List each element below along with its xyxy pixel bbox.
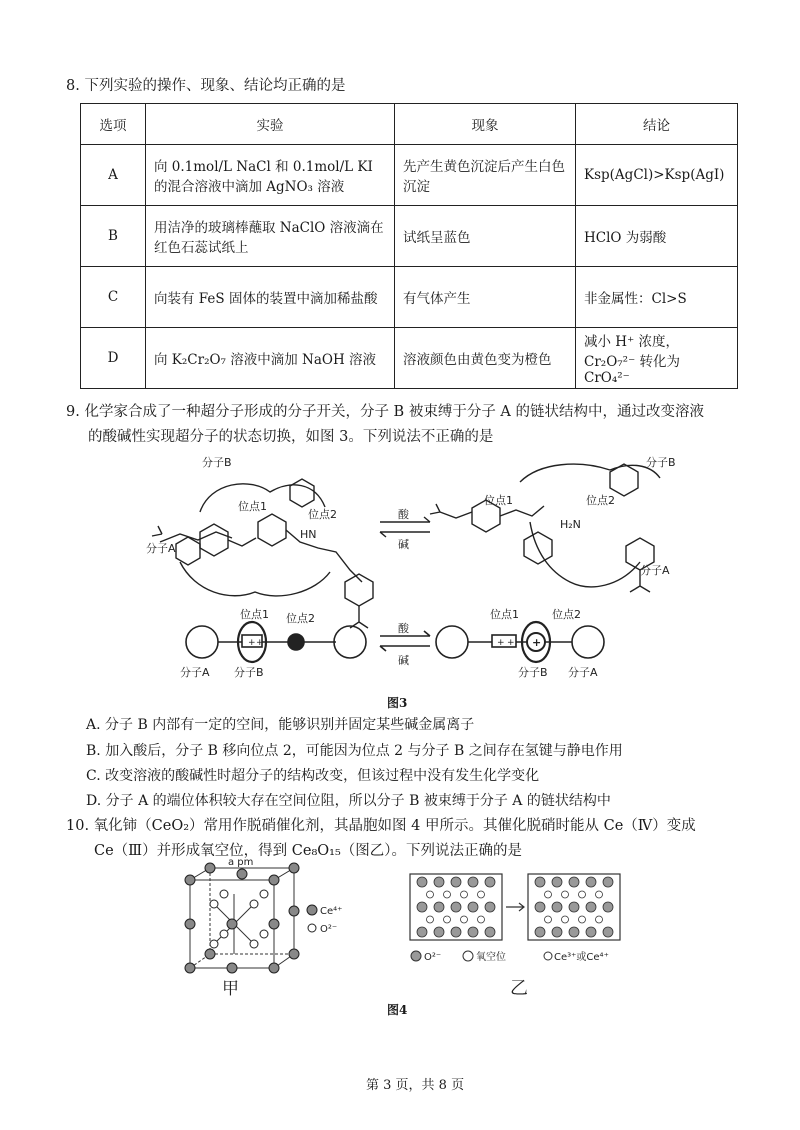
lattice-site <box>545 891 552 898</box>
label-molecule-b-schematic: 分子B <box>234 666 264 679</box>
header-experiment: 实验 <box>146 104 395 145</box>
lattice-site <box>596 891 603 898</box>
cell-edge-label: a pm <box>228 858 254 868</box>
label-site2: 位点2 <box>308 508 337 521</box>
label-molecule-a: 分子A <box>146 542 176 555</box>
q10-stem-line1: 10. 氧化铈（CeO₂）常用作脱硝催化剂，其晶胞如图 4 甲所示。其催化脱硝时能从 Ce（Ⅳ）变成 <box>66 818 696 834</box>
q8-table <box>80 103 738 389</box>
q9-option-c: C. 改变溶液的酸碱性时超分子的结构改变，但该过程中没有发生化学变化 <box>86 768 540 784</box>
lattice-site <box>468 902 478 912</box>
label-h2n: H₂N <box>560 518 581 531</box>
lattice-site <box>586 902 596 912</box>
label-molecule-a-schematic: 分子A <box>180 666 210 679</box>
table-header-row <box>81 104 738 145</box>
lattice-site <box>596 916 603 923</box>
q9-option-b: B. 加入酸后，分子 B 移向位点 2，可能因为位点 2 与分子 B 之间存在氢键与静电作用 <box>86 743 623 759</box>
label-molecule-b: 分子B <box>202 456 232 469</box>
lattice-site <box>552 877 562 887</box>
lattice-site <box>417 877 427 887</box>
header-conclusion: 结论 <box>576 104 738 145</box>
q9-option-d: D. 分子 A 的端位体积较大存在空间位阻，所以分子 B 被束缚于分子 A 的链状结构中 <box>86 793 611 809</box>
table-row <box>81 206 738 267</box>
figure-3 <box>140 452 700 690</box>
lattice-site <box>579 891 586 898</box>
row-conclusion: HClO 为弱酸 <box>576 206 738 267</box>
header-phenomenon: 现象 <box>395 104 576 145</box>
plus-sign: + <box>532 636 542 649</box>
legend2-ce: Ce³⁺或Ce⁴⁺ <box>554 952 609 963</box>
lattice-site <box>461 916 468 923</box>
lattice-site <box>569 927 579 937</box>
lattice-site <box>485 877 495 887</box>
row-phenomenon: 有气体产生 <box>395 267 576 328</box>
lattice-site <box>579 916 586 923</box>
lattice-site <box>586 927 596 937</box>
figure-4-caption: 图4 <box>387 1003 408 1017</box>
table-row <box>81 267 738 328</box>
label-acid-schematic: 酸 <box>398 622 409 635</box>
label-molecule-a-schematic-right: 分子A <box>568 666 598 679</box>
lattice-site <box>451 902 461 912</box>
legend-ce4: Ce⁴⁺ <box>320 906 343 917</box>
lattice-site <box>603 877 613 887</box>
q10-stem-line2: Ce（Ⅲ）并形成氧空位，得到 Ce₈O₁₅（图乙）。下列说法正确的是 <box>94 843 523 859</box>
lattice-site <box>478 916 485 923</box>
row-phenomenon: 溶液颜色由黄色变为橙色 <box>395 328 576 389</box>
page-footer: 第 3 页，共 8 页 <box>366 1078 465 1093</box>
row-phenomenon: 试纸呈蓝色 <box>395 206 576 267</box>
label-site1-right: 位点1 <box>484 494 513 507</box>
lattice-site <box>586 877 596 887</box>
label-base: 碱 <box>398 538 409 551</box>
label-yi: 乙 <box>510 978 528 999</box>
label-molecule-a-right: 分子A <box>640 564 670 577</box>
lattice-site <box>434 927 444 937</box>
row-experiment: 向 K₂Cr₂O₇ 溶液中滴加 NaOH 溶液 <box>146 328 395 389</box>
lattice-site <box>569 902 579 912</box>
lattice-site <box>552 927 562 937</box>
lattice-site <box>569 877 579 887</box>
lattice-site <box>545 916 552 923</box>
lattice-site <box>485 902 495 912</box>
lattice-site <box>603 927 613 937</box>
row-conclusion: Ksp(AgCl)>Ksp(AgI) <box>576 145 738 206</box>
label-hn: HN <box>300 528 317 541</box>
lattice-site <box>552 902 562 912</box>
legend-o2: O²⁻ <box>320 924 338 935</box>
lattice-site <box>417 927 427 937</box>
row-experiment: 向 0.1mol/L NaCl 和 0.1mol/L KI 的混合溶液中滴加 AgNO₃ 溶液 <box>146 145 395 206</box>
table-row <box>81 328 738 389</box>
q9-stem-line1: 9. 化学家合成了一种超分子形成的分子开关，分子 B 被束缚于分子 A 的链状结构中，通过改变溶液 <box>66 404 705 420</box>
row-phenomenon: 先产生黄色沉淀后产生白色沉淀 <box>395 145 576 206</box>
lattice-site <box>468 877 478 887</box>
figure-4-yi <box>402 870 632 1000</box>
lattice-site <box>444 891 451 898</box>
label-acid: 酸 <box>398 508 409 521</box>
lattice-site <box>427 891 434 898</box>
row-experiment: 用洁净的玻璃棒蘸取 NaClO 溶液滴在红色石蕊试纸上 <box>146 206 395 267</box>
plus-sign: + <box>507 638 515 648</box>
lattice-site <box>603 902 613 912</box>
lattice-site <box>451 927 461 937</box>
figure-3-caption: 图3 <box>387 696 408 710</box>
lattice-site <box>444 916 451 923</box>
row-option: D <box>81 328 146 389</box>
label-site1-schematic: 位点1 <box>240 608 269 621</box>
lattice-site <box>478 891 485 898</box>
label-molecule-b-schematic-right: 分子B <box>518 666 548 679</box>
plus-sign: + <box>497 638 505 648</box>
plus-sign: + <box>256 638 264 648</box>
header-option: 选项 <box>81 104 146 145</box>
lattice-site <box>434 902 444 912</box>
label-site2-right: 位点2 <box>586 494 615 507</box>
q9-stem-line2: 的酸碱性实现超分子的状态切换，如图 3。下列说法不正确的是 <box>88 429 494 445</box>
label-site2-schematic-right: 位点2 <box>552 608 581 621</box>
label-molecule-b-right: 分子B <box>646 456 676 469</box>
lattice-site <box>535 927 545 937</box>
label-site2-schematic: 位点2 <box>286 612 315 625</box>
lattice-site <box>434 877 444 887</box>
table-row <box>81 145 738 206</box>
lattice-site <box>468 927 478 937</box>
lattice-site <box>535 877 545 887</box>
lattice-site <box>562 916 569 923</box>
lattice-site <box>485 927 495 937</box>
legend2-o2: O²⁻ <box>424 952 442 963</box>
row-conclusion: 非金属性：Cl>S <box>576 267 738 328</box>
lattice-site <box>562 891 569 898</box>
label-site1-schematic-right: 位点1 <box>490 608 519 621</box>
row-conclusion: 减小 H⁺ 浓度，Cr₂O₇²⁻ 转化为 CrO₄²⁻ <box>576 328 738 389</box>
lattice-site <box>535 902 545 912</box>
figure-4-jia <box>170 858 360 998</box>
lattice-site <box>427 916 434 923</box>
row-experiment: 向装有 FeS 固体的装置中滴加稀盐酸 <box>146 267 395 328</box>
row-option: B <box>81 206 146 267</box>
label-jia: 甲 <box>222 979 239 998</box>
row-option: C <box>81 267 146 328</box>
lattice-site <box>461 891 468 898</box>
label-base-schematic: 碱 <box>398 654 409 667</box>
lattice-site <box>417 902 427 912</box>
legend2-vacancy: 氧空位 <box>476 952 506 963</box>
q8-stem: 8. 下列实验的操作、现象、结论均正确的是 <box>66 78 346 94</box>
q9-option-a: A. 分子 B 内部有一定的空间，能够识别并固定某些碱金属离子 <box>86 717 475 733</box>
row-option: A <box>81 145 146 206</box>
lattice-site <box>451 877 461 887</box>
label-site1: 位点1 <box>238 500 267 513</box>
plus-sign: + <box>248 638 256 648</box>
